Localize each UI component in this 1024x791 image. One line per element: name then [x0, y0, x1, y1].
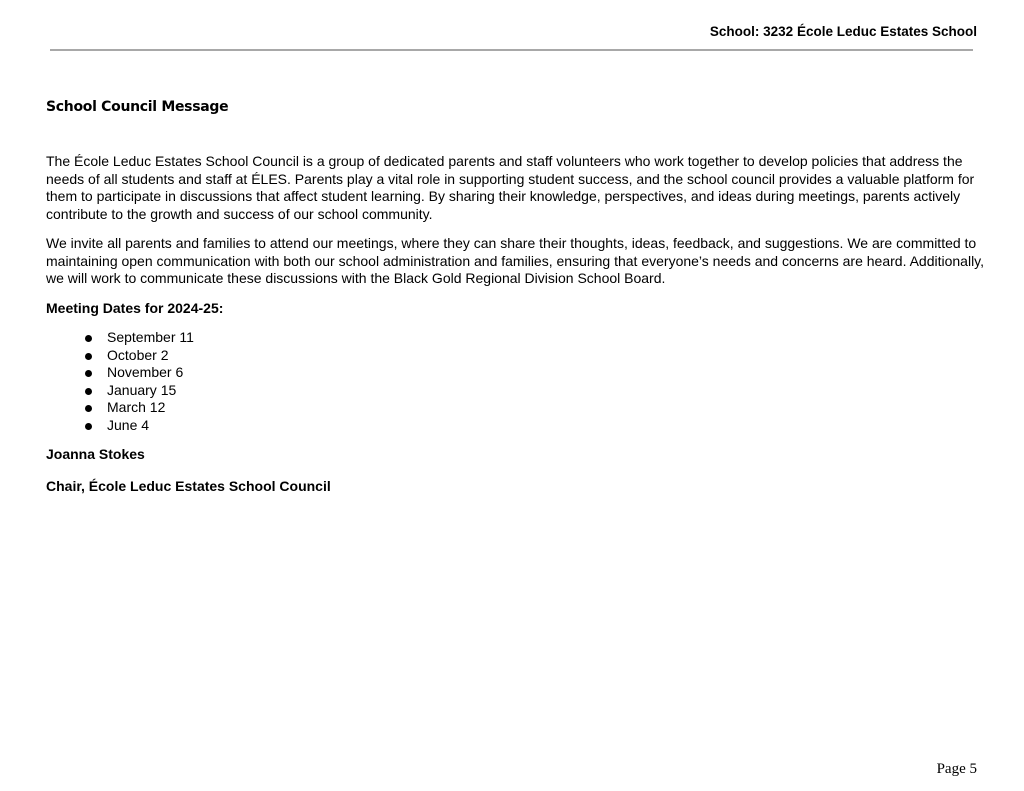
list-item	[46, 382, 986, 400]
bullet-icon	[85, 388, 92, 395]
bullet-icon	[85, 335, 92, 342]
header-school-name: School: 3232 École Leduc Estates School	[709, 24, 977, 39]
meeting-date: January 15	[107, 381, 177, 398]
meeting-date: October 2	[107, 346, 169, 363]
header-divider	[50, 49, 973, 51]
list-item	[46, 399, 986, 417]
meeting-date: September 11	[107, 329, 194, 345]
bullet-icon	[85, 423, 92, 430]
meeting-date: November 6	[107, 364, 184, 380]
list-item	[46, 417, 986, 435]
invitation-paragraph: We invite all parents and families to attend our meetings, where they can share their thoughts, ideas, feedback, and suggestions. We are committed to maintaining open communication with both our school administration and families, ensuring that everyone’s needs and concerns are heard. Additionally, we will work to communicate these discussions with the Black Gold Regional Division School Board.	[46, 235, 985, 286]
meeting-date: March 12	[107, 399, 166, 415]
signature-name: Joanna Stokes	[46, 446, 145, 462]
bullet-icon	[85, 405, 92, 412]
meeting-date: June 4	[107, 416, 150, 433]
page-number: Page 5	[936, 761, 977, 777]
signature-title: Chair, École Leduc Estates School Council	[46, 477, 331, 494]
list-item	[46, 364, 986, 382]
intro-paragraph: The École Leduc Estates School Council is a group of dedicated parents and staff volunteers who work together to develop policies that address the needs of all students and staff at ÉLES. Parents play a vital role in supporting student success, and the school council provides a valuable platform for them to participate in discussions that affect student learning. By sharing their knowledge, perspectives, and ideas during meetings, parents actively contribute to the growth and success of our school community.	[46, 153, 975, 222]
section-title: School Council Message	[46, 99, 229, 115]
list-item	[46, 329, 986, 347]
list-item	[46, 347, 986, 365]
meeting-dates-list	[46, 329, 986, 434]
bullet-icon	[85, 370, 92, 377]
document-body	[46, 153, 986, 509]
meeting-dates-heading: Meeting Dates for 2024-25:	[46, 299, 224, 316]
bullet-icon	[85, 353, 92, 360]
